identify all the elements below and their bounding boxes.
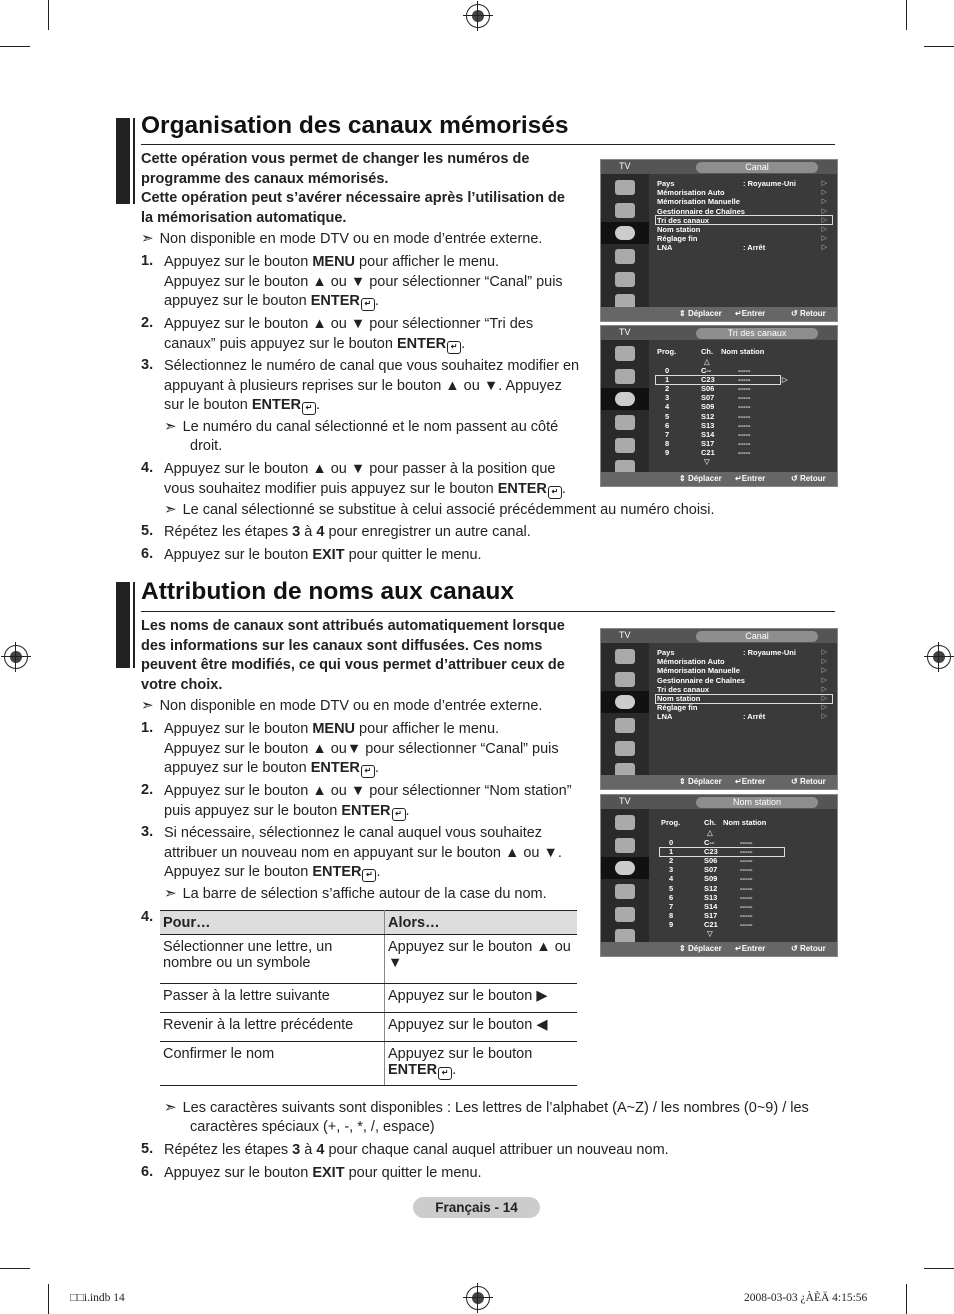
column-header: Prog. (661, 818, 681, 827)
menu-item[interactable] (657, 207, 745, 216)
crop-mark (924, 1268, 954, 1269)
channel-name: ----- (740, 865, 753, 875)
channel-prog: 9 (669, 919, 674, 929)
tv-menu-nom-station (600, 794, 838, 957)
table-row (160, 1042, 577, 1086)
menu-sidebar (601, 643, 649, 777)
channel-name: ----- (738, 393, 751, 403)
submenu-arrow-icon: ▷ (821, 198, 827, 206)
step-number: 3. (141, 824, 154, 840)
menu-item-value: : Royaume-Uni (743, 179, 796, 188)
crop-mark (48, 0, 49, 30)
file-slug: □□i.indb 14 (70, 1292, 125, 1304)
channel-icon (601, 388, 649, 410)
menu-item[interactable] (657, 225, 700, 234)
step-text: Appuyez sur le bouton EXIT pour quitter le menu. (164, 547, 482, 563)
table-row (160, 1013, 577, 1042)
step-number: 5. (141, 1141, 154, 1157)
section-title: Attribution de noms aux canaux (141, 578, 514, 605)
table-cell: Appuyez sur le bouton ▲ ou ▼ (385, 935, 578, 984)
channel-prog: 0 (665, 366, 670, 375)
enter-icon: ↵ (438, 1067, 452, 1080)
picture-icon (615, 815, 635, 830)
submenu-arrow-icon: ▷ (821, 189, 827, 197)
note-arrow-icon: ➣ (141, 697, 154, 714)
step-number: 2. (141, 782, 154, 798)
note-arrow-icon: ➣ (164, 1099, 177, 1116)
submenu-arrow-icon: ▷ (821, 649, 827, 656)
channel-name: ----- (738, 366, 751, 375)
menu-item-label: Réglage fin (657, 234, 698, 244)
channel-prog: 9 (665, 447, 670, 457)
submenu-arrow-icon: ▷ (821, 226, 827, 233)
channel-ch: S12 (704, 883, 718, 893)
channel-name: ----- (738, 438, 751, 448)
note-continued: droit. (190, 438, 223, 454)
menu-tv-label: TV (619, 161, 631, 171)
scroll-down-icon: ▽ (707, 929, 713, 938)
crop-mark (0, 1268, 30, 1269)
menu-item-value: : Arrêt (743, 243, 766, 253)
channel-prog: 2 (669, 856, 674, 866)
step-text: Appuyez sur le bouton ▲ ou ▼ pour sélectionner “Tri des canaux” puis appuyez sur le bouton ENTER ↵ . (164, 316, 534, 352)
note: ➣ La barre de sélection s’affiche autour de la case du nom. (164, 885, 547, 902)
table-header-row (160, 911, 577, 935)
note: ➣ Le canal sélectionné se substitue à celui associé précédemment au numéro choisi. (164, 501, 715, 518)
channel-name: ----- (740, 847, 753, 857)
menu-item[interactable] (657, 197, 740, 206)
channel-prog: 1 (669, 847, 674, 857)
menu-body (649, 809, 837, 943)
picture-icon (615, 649, 635, 664)
title-rule (141, 144, 835, 145)
registration-mark-icon (927, 645, 951, 669)
setup-icon (615, 718, 635, 733)
menu-item[interactable] (657, 234, 697, 243)
menu-item-label: Mémorisation Manuelle (657, 197, 740, 207)
step-number: 5. (141, 523, 154, 539)
channel-ch: S07 (704, 865, 718, 875)
enter-icon: ↵ (361, 765, 375, 778)
setup-icon (615, 415, 635, 430)
sound-icon (615, 838, 635, 853)
right-arrow-icon: ▷ (782, 375, 788, 384)
footer-back: ↺ Retour (791, 944, 826, 953)
channel-icon (601, 691, 649, 713)
step-text: Répétez les étapes 3 à 4 pour chaque canal auquel attribuer un nouveau nom. (164, 1142, 669, 1158)
channel-name: ----- (740, 901, 753, 911)
menu-item[interactable] (657, 685, 709, 694)
menu-item[interactable] (657, 712, 766, 722)
menu-item[interactable] (657, 216, 709, 225)
menu-item[interactable] (657, 666, 740, 675)
column-header: Ch. (701, 347, 714, 356)
crop-mark (906, 0, 907, 30)
channel-name: ----- (740, 883, 753, 893)
note-arrow-icon: ➣ (164, 418, 177, 435)
channel-ch: S12 (701, 411, 715, 421)
step-text: Si nécessaire, sélectionnez le canal auquel vous souhaitez attribuer un nouveau nom en appuyant sur le bouton ▲ ou ▼. Appuyez sur le bouton ENTER ↵ . (164, 825, 562, 881)
channel-ch: S07 (701, 393, 715, 403)
input-icon (615, 741, 635, 756)
enter-icon: ↵ (302, 402, 316, 415)
table-cell: Appuyez sur le bouton ◀ (385, 1013, 578, 1042)
footer-enter: ↵Entrer (735, 474, 766, 483)
scroll-up-icon: △ (707, 828, 713, 837)
menu-item-label: Gestionnaire de Chaînes (657, 206, 745, 216)
footer-move: ⇕ Déplacer (679, 474, 722, 483)
title-rule (141, 611, 835, 612)
channel-prog: 4 (669, 874, 674, 884)
step-text: Sélectionnez le numéro de canal que vous souhaitez modifier en appuyant à plusieurs reprises sur le bouton ▲ ou ▼. Appuyez sur le bouton ENTER ↵ . (164, 358, 580, 414)
setup-icon (615, 249, 635, 264)
table-header: Pour… (160, 911, 385, 935)
channel-name: ----- (738, 375, 751, 385)
submenu-arrow-icon: ▷ (821, 658, 827, 666)
menu-item[interactable] (657, 703, 697, 712)
menu-tv-label: TV (619, 327, 631, 337)
sound-icon (615, 672, 635, 687)
menu-item-label: Tri des canaux (657, 215, 710, 225)
section-bar (116, 582, 130, 668)
channel-prog: 5 (665, 411, 670, 421)
step-number: 6. (141, 1164, 154, 1180)
channel-prog: 7 (665, 429, 670, 439)
footer-back: ↺ Retour (791, 309, 826, 318)
menu-sidebar (601, 809, 649, 943)
note-arrow-icon: ➣ (164, 885, 177, 902)
channel-prog: 6 (665, 420, 670, 430)
note: ➣ Non disponible en mode DTV ou en mode d’entrée externe. (141, 230, 543, 247)
submenu-arrow-icon: ▷ (821, 180, 827, 187)
channel-name: ----- (738, 429, 751, 439)
crop-mark (48, 1284, 49, 1314)
menu-footer (601, 942, 837, 956)
enter-icon: ↵ (447, 341, 461, 354)
channel-prog: 2 (665, 384, 670, 394)
menu-tv-label: TV (619, 630, 631, 640)
menu-item-value: : Arrêt (743, 712, 766, 722)
sound-icon (615, 203, 635, 218)
date-slug: 2008-03-03 ¿ÀÈÄ 4:15:56 (744, 1292, 868, 1304)
submenu-arrow-icon: ▷ (821, 685, 827, 693)
table-cell: Appuyez sur le bouton ENTER ↵ . (385, 1042, 578, 1086)
menu-item-label: Nom station (657, 694, 701, 703)
channel-name: ----- (740, 892, 753, 902)
channel-name: ----- (740, 919, 753, 929)
tv-menu-tri (600, 325, 838, 487)
step-number: 4. (141, 460, 154, 476)
channel-prog: 6 (669, 892, 674, 902)
table-cell: Sélectionner une lettre, un nombre ou un symbole (160, 935, 385, 984)
crop-mark (0, 46, 30, 47)
note-arrow-icon: ➣ (141, 230, 154, 247)
channel-prog: 8 (665, 438, 670, 448)
action-table (160, 910, 577, 1086)
menu-footer (601, 775, 837, 789)
crop-mark (924, 46, 954, 47)
scroll-down-icon: ▽ (704, 457, 710, 466)
setup-icon (615, 884, 635, 899)
channel-ch: C-- (701, 366, 712, 375)
menu-item-label: Pays (657, 648, 675, 657)
footer-move: ⇕ Déplacer (679, 309, 722, 318)
channel-ch: S14 (701, 429, 715, 439)
submenu-arrow-icon: ▷ (821, 676, 827, 684)
menu-tv-label: TV (619, 796, 631, 806)
column-header: Nom station (723, 818, 767, 827)
step-text: Appuyez sur le bouton ▲ ou ▼ pour sélectionner “Nom station” puis appuyez sur le bouton ENTER ↵ . (164, 783, 572, 819)
table-header: Alors… (385, 911, 578, 935)
footer-move: ⇕ Déplacer (679, 777, 722, 786)
table-cell: Appuyez sur le bouton ▶ (385, 984, 578, 1013)
menu-item[interactable] (657, 676, 745, 685)
menu-item-label: Pays (657, 179, 675, 188)
submenu-arrow-icon: ▷ (821, 244, 827, 252)
enter-icon: ↵ (392, 808, 406, 821)
menu-item-value: : Royaume-Uni (743, 648, 796, 657)
channel-ch: S06 (704, 856, 718, 866)
menu-item-label: Gestionnaire de Chaînes (657, 675, 745, 685)
channel-ch: S14 (704, 901, 718, 911)
menu-footer (601, 472, 837, 486)
menu-body (649, 174, 837, 308)
column-header: Prog. (657, 347, 677, 356)
footer-move: ⇕ Déplacer (679, 944, 722, 953)
channel-prog: 3 (669, 865, 674, 875)
channel-ch: C21 (701, 447, 715, 457)
channel-prog: 3 (665, 393, 670, 403)
note: ➣ Les caractères suivants sont disponibles : Les lettres de l’alphabet (A~Z) / les nombres (0~9) / les (164, 1099, 809, 1116)
section-bar (116, 118, 130, 204)
note: ➣ Non disponible en mode DTV ou en mode d’entrée externe. (141, 697, 543, 714)
menu-item-label: LNA (657, 243, 673, 253)
menu-item-label: Mémorisation Auto (657, 188, 725, 198)
table-cell: Revenir à la lettre précédente (160, 1013, 385, 1042)
table-cell: Passer à la lettre suivante (160, 984, 385, 1013)
channel-prog: 1 (665, 375, 670, 385)
channel-name: ----- (740, 838, 753, 847)
footer-back: ↺ Retour (791, 474, 826, 483)
channel-prog: 7 (669, 901, 674, 911)
footer-enter: ↵Entrer (735, 309, 766, 318)
channel-name: ----- (740, 856, 753, 866)
channel-ch: C21 (704, 919, 718, 929)
footer-enter: ↵Entrer (735, 777, 766, 786)
input-icon (615, 272, 635, 287)
menu-sidebar (601, 340, 649, 474)
channel-prog: 5 (669, 883, 674, 893)
menu-item[interactable] (657, 179, 796, 188)
channel-name: ----- (738, 420, 751, 430)
picture-icon (615, 180, 635, 195)
menu-item-label: Nom station (657, 225, 701, 234)
channel-ch: S09 (704, 874, 718, 884)
step-number: 1. (141, 720, 154, 736)
channel-ch: S09 (701, 402, 715, 412)
table-row (160, 935, 577, 984)
menu-item-label: Réglage fin (657, 703, 698, 713)
menu-item[interactable] (657, 648, 796, 657)
note-continued: caractères spéciaux (+, -, *, /, espace) (190, 1119, 435, 1135)
selection-highlight (655, 375, 781, 385)
note-arrow-icon: ➣ (164, 501, 177, 518)
footer-back: ↺ Retour (791, 777, 826, 786)
step-text: Appuyez sur le bouton ▲ ou ▼ pour passer à la position que vous souhaitez modifier puis appuyez sur le bouton ENTER ↵ . (164, 461, 566, 497)
registration-mark-icon (466, 1286, 490, 1310)
channel-prog: 8 (669, 910, 674, 920)
submenu-arrow-icon: ▷ (821, 207, 827, 215)
intro-text: Les noms de canaux sont attribués automatiquement lorsque des informations sur les canaux sont diffusées. Ces noms peuvent être modifiés, ce qui vous permet d’attribuer ceux de votre choix. (141, 618, 565, 694)
channel-prog: 0 (669, 838, 674, 847)
registration-mark-icon (466, 4, 490, 28)
channel-name: ----- (738, 402, 751, 412)
menu-body (649, 340, 837, 474)
page-number-badge: Français - 14 (413, 1197, 540, 1218)
channel-icon (601, 222, 649, 244)
menu-item[interactable] (657, 243, 766, 253)
selection-highlight (659, 847, 785, 857)
note: ➣ Le numéro du canal sélectionné et le nom passent au côté (164, 418, 559, 435)
menu-sidebar (601, 174, 649, 308)
menu-header: Nom station (696, 797, 818, 808)
footer-enter: ↵Entrer (735, 944, 766, 953)
section-title: Organisation des canaux mémorisés (141, 112, 569, 139)
channel-name: ----- (738, 384, 751, 394)
channel-name: ----- (740, 874, 753, 884)
registration-mark-icon (4, 645, 28, 669)
channel-name: ----- (738, 411, 751, 421)
step-number: 6. (141, 546, 154, 562)
channel-ch: S13 (701, 420, 715, 430)
tv-menu-canal (600, 628, 838, 790)
step-text: Appuyez sur le bouton EXIT pour quitter le menu. (164, 1165, 482, 1181)
step-number: 2. (141, 315, 154, 331)
step-text: Appuyez sur le bouton MENU pour afficher le menu. Appuyez sur le bouton ▲ ou ▼ pour sélectionner “Canal” puis appuyez sur le bouton ENTER ↵ . (164, 254, 563, 310)
channel-ch: C23 (704, 847, 718, 857)
menu-item-label: Tri des canaux (657, 684, 710, 694)
enter-icon: ↵ (548, 486, 562, 499)
scroll-up-icon: △ (704, 357, 710, 366)
submenu-arrow-icon: ▷ (821, 695, 827, 702)
menu-item-label: LNA (657, 712, 673, 722)
menu-body (649, 643, 837, 777)
menu-item-label: Mémorisation Manuelle (657, 666, 740, 676)
step-number: 4. (141, 909, 154, 925)
tv-menu-canal (600, 159, 838, 322)
menu-item-label: Mémorisation Auto (657, 657, 725, 667)
menu-item[interactable] (657, 188, 725, 197)
submenu-arrow-icon: ▷ (821, 667, 827, 675)
menu-item[interactable] (657, 657, 725, 666)
submenu-arrow-icon: ▷ (821, 216, 827, 224)
picture-icon (615, 346, 635, 361)
submenu-arrow-icon: ▷ (821, 704, 827, 712)
channel-ch: C-- (704, 838, 715, 847)
step-number: 1. (141, 253, 154, 269)
channel-name: ----- (740, 910, 753, 920)
submenu-arrow-icon: ▷ (821, 235, 827, 243)
enter-icon: ↵ (362, 869, 376, 882)
channel-ch: S17 (704, 910, 718, 920)
submenu-arrow-icon: ▷ (821, 713, 827, 721)
channel-icon (601, 857, 649, 879)
menu-header: Canal (696, 631, 818, 642)
step-text: Appuyez sur le bouton MENU pour afficher le menu. Appuyez sur le bouton ▲ ou▼ pour sélectionner “Canal” puis appuyez sur le bouton ENTER ↵ . (164, 721, 559, 777)
menu-header: Tri des canaux (696, 328, 818, 339)
table-cell: Confirmer le nom (160, 1042, 385, 1086)
enter-icon: ↵ (361, 298, 375, 311)
step-number: 3. (141, 357, 154, 373)
menu-item[interactable] (657, 694, 700, 703)
sound-icon (615, 369, 635, 384)
column-header: Nom station (721, 347, 765, 356)
channel-ch: S17 (701, 438, 715, 448)
channel-ch: S13 (704, 892, 718, 902)
column-header: Ch. (704, 818, 717, 827)
menu-footer (601, 307, 837, 321)
intro-text: Cette opération vous permet de changer les numéros de programme des canaux mémorisés. Cette opération peut s’avérer nécessaire après l’utilisation de la mémorisation automatique. (141, 151, 565, 227)
channel-ch: S06 (701, 384, 715, 394)
channel-name: ----- (738, 447, 751, 457)
menu-header: Canal (696, 162, 818, 173)
channel-prog: 4 (665, 402, 670, 412)
channel-ch: C23 (701, 375, 715, 385)
input-icon (615, 907, 635, 922)
crop-mark (906, 1284, 907, 1314)
table-row (160, 984, 577, 1013)
step-text: Répétez les étapes 3 à 4 pour enregistrer un autre canal. (164, 524, 531, 540)
input-icon (615, 438, 635, 453)
